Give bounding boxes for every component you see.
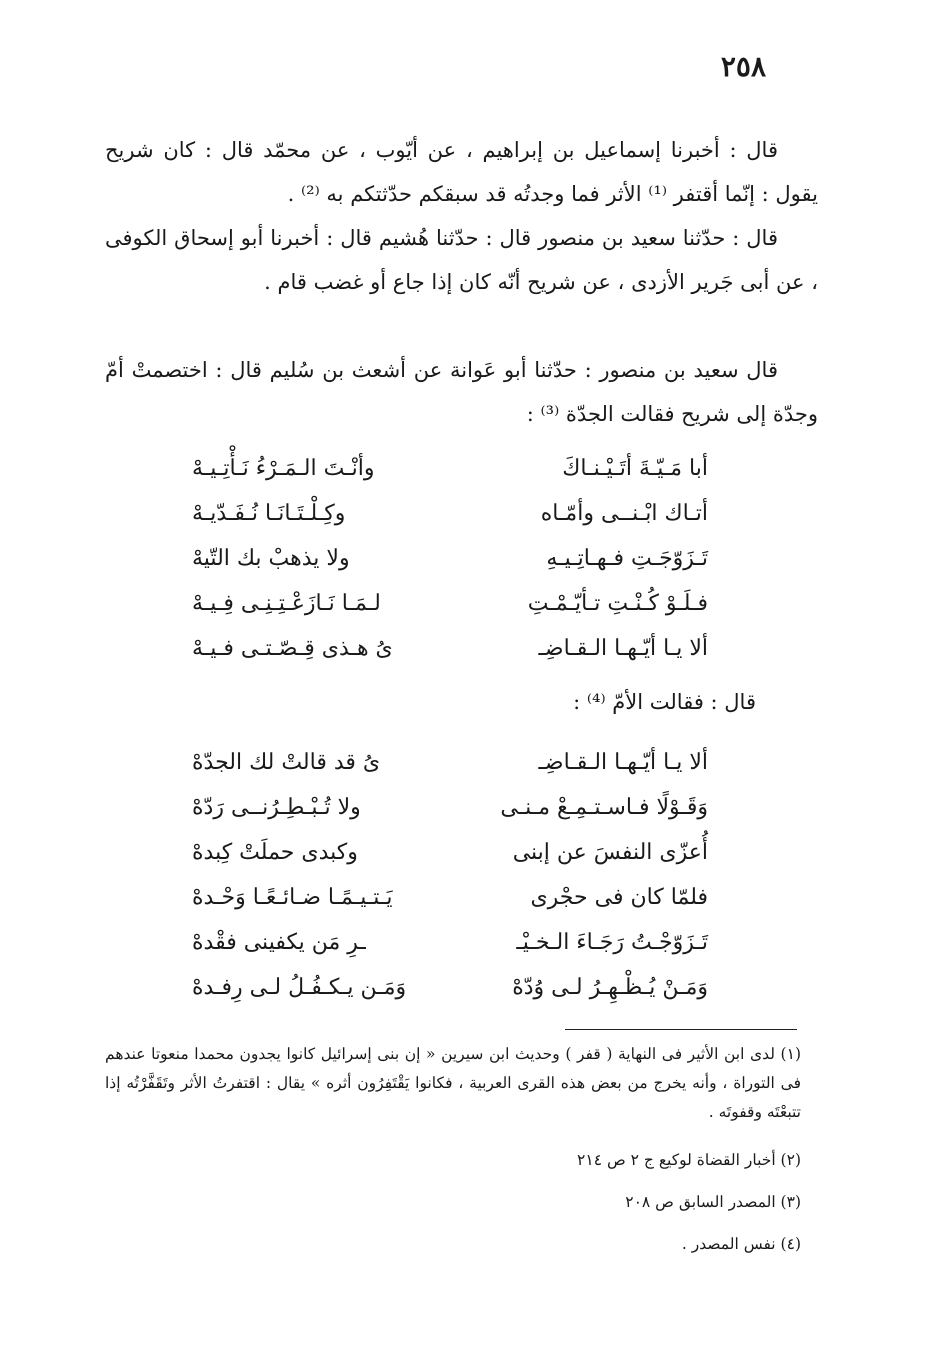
verse-line xyxy=(0,626,926,671)
verse-line xyxy=(0,875,926,920)
verse-first-hemistich: وَقَـوْلًا فـاسـتـمِـعْ مـنـى xyxy=(500,795,708,820)
verse-first-hemistich: أتـاك ابْـنــى وأمّـاه xyxy=(540,501,708,526)
verse-second-hemistich: وكِـلْـتَـانَـا نُـفَـدّيـهْ xyxy=(192,501,346,526)
verse-first-hemistich: تَـزَوّجْـتُ رَجَـاءَ الـخـيْـ xyxy=(516,930,708,955)
verse-line xyxy=(0,740,926,785)
mother-intro: قال : فقالت الأمّ ⁽⁴⁾ : xyxy=(573,690,756,714)
paragraph-3: قال سعيد بن منصور : حدّثنا أبو عَوانة عن أشعث بن سُليم قال : اختصمتْ أمّ وجدّة إلى شريح فقالت الجدّة ⁽³⁾ : xyxy=(105,358,818,426)
paragraph-3-block xyxy=(105,348,818,436)
verse-second-hemistich: لـمَـا نَـازَعْـتِـنِـى فِـيـهْ xyxy=(192,591,381,616)
footnote-divider xyxy=(565,1029,797,1030)
verse-first-hemistich: ألا يـا أيّـهـا الـقـاضِـ xyxy=(538,750,708,775)
verse-second-hemistich: ولا تُـبْـطِـرُنــى رَدّهْ xyxy=(192,795,361,820)
verse-first-hemistich: وَمَـنْ يُـظْـهِـرُ لـى وُدّهْ xyxy=(512,975,708,1000)
footnote-3: (٣) المصدر السابق ص ٢٠٨ xyxy=(625,1193,801,1211)
verse-line xyxy=(0,965,926,1010)
footnote-4: (٤) نفس المصدر . xyxy=(681,1235,801,1253)
paragraph-2-block xyxy=(105,216,818,304)
verse-first-hemistich: فلمّا كان فى حجْرى xyxy=(530,885,708,910)
verse-second-hemistich: وأنْـتَ الـمَـرْءُ نَـأْتِـيـهْ xyxy=(192,456,375,481)
poem-mother xyxy=(0,740,926,1010)
page-number: ٢٥٨ xyxy=(720,50,766,83)
verse-line xyxy=(0,491,926,536)
verse-line xyxy=(0,920,926,965)
verse-second-hemistich: وكبدى حملَتْ كِبدهْ xyxy=(192,840,358,865)
footnote-1: (١) لدى ابن الأثير فى النهاية ( قفر ) وحديث ابن سيرين « إن بنى إسرائيل كانوا يجدون محمدا منعوتا عندهم فى التوراة ، وأنه يخرج من بعض هذه القرى العربية ، فكانوا يَقْتَفِرُون أثره » يقال : اقتفرتُ الأثر وتَقَفَّرْتُه إذا تتبعْتَه وقفوتَه . xyxy=(105,1045,801,1121)
verse-first-hemistich: أبا مَـيّـةَ أتَـيْـنـاكَ xyxy=(562,456,708,481)
verse-first-hemistich: أُعزّى النفسَ عن إبنى xyxy=(512,840,708,865)
verse-first-hemistich: ألا يـا أيّـهـا الـقـاضِـ xyxy=(538,636,708,661)
paragraph-1-block xyxy=(105,128,818,216)
verse-second-hemistich: يَـتـيـمًـا ضـائـعًـا وَحْـدهْ xyxy=(192,885,393,910)
verse-line xyxy=(0,446,926,491)
verse-second-hemistich: ىُ هـذى قِـصّـتـى فـيـهْ xyxy=(192,636,393,661)
paragraph-1: قال : أخبرنا إسماعيل بن إبراهيم ، عن أيّوب ، عن محمّد قال : كان شريح يقول : إنّما أقتفر ⁽¹⁾ الأثر فما وجدتُه قد سبقكم حدّثتكم به ⁽²⁾ . xyxy=(105,138,818,206)
paragraph-2: قال : حدّثنا سعيد بن منصور قال : حدّثنا هُشيم قال : أخبرنا أبو إسحاق الكوفى ، عن أبى جَرير الأزدى ، عن شريح أنّه كان إذا جاع أو غضب قام . xyxy=(105,226,818,294)
footnote-2: (٢) أخبار القضاة لوكيع ج ٢ ص ٢١٤ xyxy=(577,1151,801,1169)
verse-first-hemistich: تَـزَوّجَـتِ فـهـاتِـيـهِ xyxy=(546,546,708,571)
verse-second-hemistich: وَمَـن يـكـفُـلُ لـى رِفـدهْ xyxy=(192,975,407,1000)
verse-second-hemistich: ولا يذهبْ بك التّيهْ xyxy=(192,546,350,571)
verse-first-hemistich: فـلَـوْ كُـنْـتِ تـأيّـمْـتِ xyxy=(527,591,708,616)
verse-line xyxy=(0,581,926,626)
verse-second-hemistich: ـرِ مَن يكفينى فقْدهْ xyxy=(192,930,366,955)
verse-line xyxy=(0,536,926,581)
verse-line xyxy=(0,830,926,875)
poem-grandmother xyxy=(0,446,926,671)
verse-second-hemistich: ىُ قد قالتْ لك الجدّهْ xyxy=(192,750,381,775)
verse-line xyxy=(0,785,926,830)
footnotes xyxy=(105,1040,801,1265)
